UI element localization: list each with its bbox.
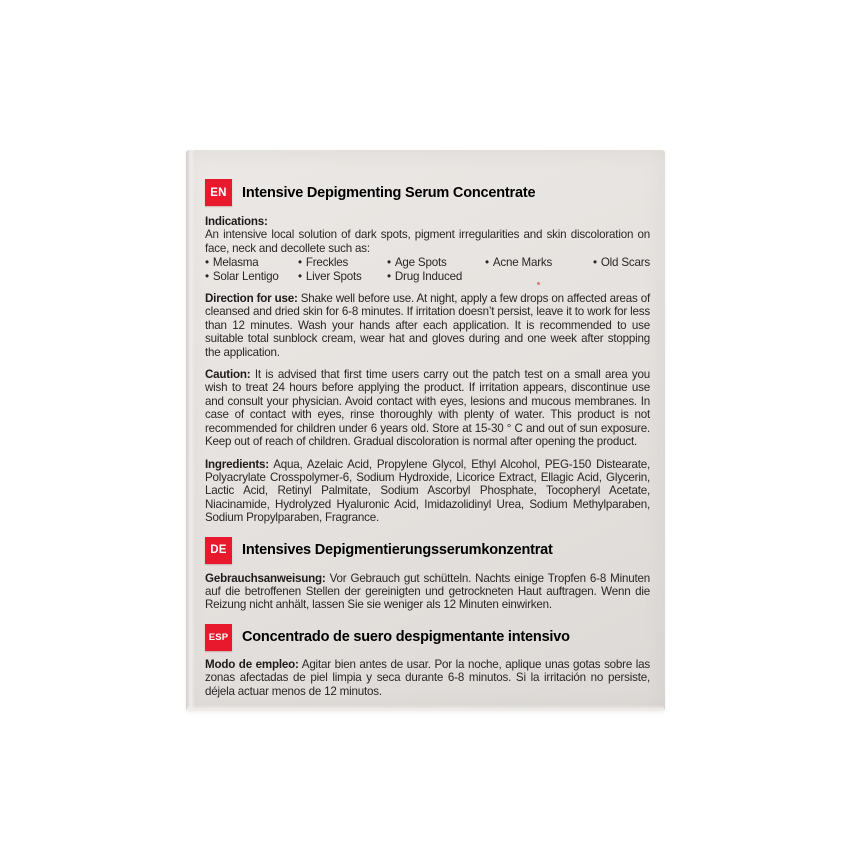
- usage-label-de: Gebrauchsanweisung:: [205, 571, 326, 585]
- bullet-label: Old Scars: [600, 256, 650, 270]
- section-en: [205, 179, 650, 525]
- bullet-label: Melasma: [212, 256, 259, 270]
- product-title-de: Intensives Depigmentierungsserumkonzentrat: [242, 542, 553, 559]
- language-badge-de: DE: [205, 537, 232, 564]
- bullet-label: Age Spots: [394, 256, 447, 270]
- bullet-drug-induced: [387, 270, 485, 283]
- bullet-dot: •: [387, 256, 391, 270]
- usage-text-de: Vor Gebrauch gut schütteln. Nachts einige Tropfen 6-8 Minuten auf die betroffenen Stellen der gereinigten und getrockneten Haut auftragen. Wenn die Reizung nicht anhält, lassen Sie sie weniger als 12 Minuten einwirken.: [205, 571, 650, 612]
- indication-bullets-row-1: [205, 256, 650, 269]
- bullet-liver-spots: [298, 270, 387, 283]
- caution-text: It is advised that first time users carry out the patch test on a small area you wish to treat 24 hours before applying the product. If irritation appears, discontinue use and consult your physician. Avoid contact with eyes, lesions and mucous membranes. In case of contact with eyes, rinse thoroughly with plenty of water. This product is not recommended for children under 6 years old. Store at 15-30 ° C and out of sun exposure. Keep out of reach of children. Gradual discoloration is normal after opening the product.: [205, 368, 651, 449]
- section-esp: [205, 624, 650, 698]
- indications-text: An intensive local solution of dark spots, pigment irregularities and skin discoloration on face, neck and decollete such as:: [205, 228, 650, 255]
- print-artifact-dot: [537, 282, 540, 285]
- indication-bullets-row-2: [205, 270, 650, 283]
- bullet-acne-marks: [485, 256, 593, 269]
- caution-paragraph: [205, 368, 650, 448]
- carton-bottom-edge: [187, 705, 664, 711]
- bullet-melasma: [205, 256, 298, 269]
- direction-text: Shake well before use. At night, apply a few drops on affected areas of cleansed and dried skin for 6-8 minutes. If irritation doesn’t persist, leave it to work for less than 12 minutes. Wash your hands after each application. It is recommended to use suitable total sunblock cream, wear hat and gloves during and one week after stopping the application.: [205, 292, 650, 359]
- bullet-label: Solar Lentigo: [212, 269, 279, 283]
- usage-label-esp: Modo de empleo:: [205, 657, 299, 671]
- bullet-dot: •: [593, 256, 597, 270]
- bullet-dot: •: [298, 256, 302, 270]
- product-title-en: Intensive Depigmenting Serum Concentrate: [242, 184, 536, 201]
- ingredients-label: Ingredients:: [205, 457, 269, 471]
- product-title-esp: Concentrado de suero despigmentante intensivo: [242, 629, 570, 646]
- bullet-freckles: [298, 256, 387, 269]
- ingredients-paragraph: [205, 458, 650, 525]
- bullet-dot: •: [298, 269, 302, 283]
- header-row-esp: [205, 624, 650, 651]
- caution-label: Caution:: [205, 368, 251, 382]
- bullet-dot: •: [387, 269, 391, 283]
- usage-paragraph-esp: [205, 658, 650, 698]
- bullet-dot: •: [485, 256, 489, 270]
- bullet-label: Freckles: [305, 256, 349, 270]
- usage-paragraph-de: [205, 572, 650, 612]
- bullet-solar-lentigo: [205, 270, 298, 283]
- indications-label: Indications:: [205, 215, 268, 228]
- header-row-de: [205, 537, 650, 564]
- product-box-back-label: [186, 150, 665, 711]
- bullet-dot: •: [205, 269, 209, 283]
- usage-text-esp: Agitar bien antes de usar. Por la noche, aplique unas gotas sobre las zonas afectadas de piel limpia y seca durante 6-8 minutos. Si la irritación no persiste, déjela actuar menos de 12 minutos.: [205, 657, 651, 698]
- direction-paragraph: [205, 292, 650, 359]
- section-de: [205, 537, 650, 612]
- language-badge-en: EN: [205, 179, 232, 206]
- bullet-label: Drug Induced: [394, 269, 463, 283]
- bullet-label: Liver Spots: [305, 269, 362, 283]
- bullet-age-spots: [387, 256, 485, 269]
- carton-left-edge: [186, 150, 195, 711]
- bullet-label: Acne Marks: [492, 256, 553, 270]
- ingredients-text: Aqua, Azelaic Acid, Propylene Glycol, Ethyl Alcohol, PEG-150 Distearate, Polyacrylate Crosspolymer-6, Sodium Hydroxide, Licorice Extract, Ellagic Acid, Glycerin, Lactic Acid, Retinyl Palmitate, Sodium Ascorbyl Phosphate, Tocopheryl Acetate, Niacinamide, Hydrolyzed Hyaluronic Acid, Imidazolidinyl Urea, Sodium Methylparaben, Sodium Propylparaben, Fragrance.: [205, 457, 650, 525]
- bullet-old-scars: [593, 256, 650, 269]
- header-row-en: [205, 179, 650, 206]
- bullet-dot: •: [205, 256, 209, 270]
- direction-label: Direction for use:: [205, 292, 298, 306]
- language-badge-esp: ESP: [205, 624, 232, 651]
